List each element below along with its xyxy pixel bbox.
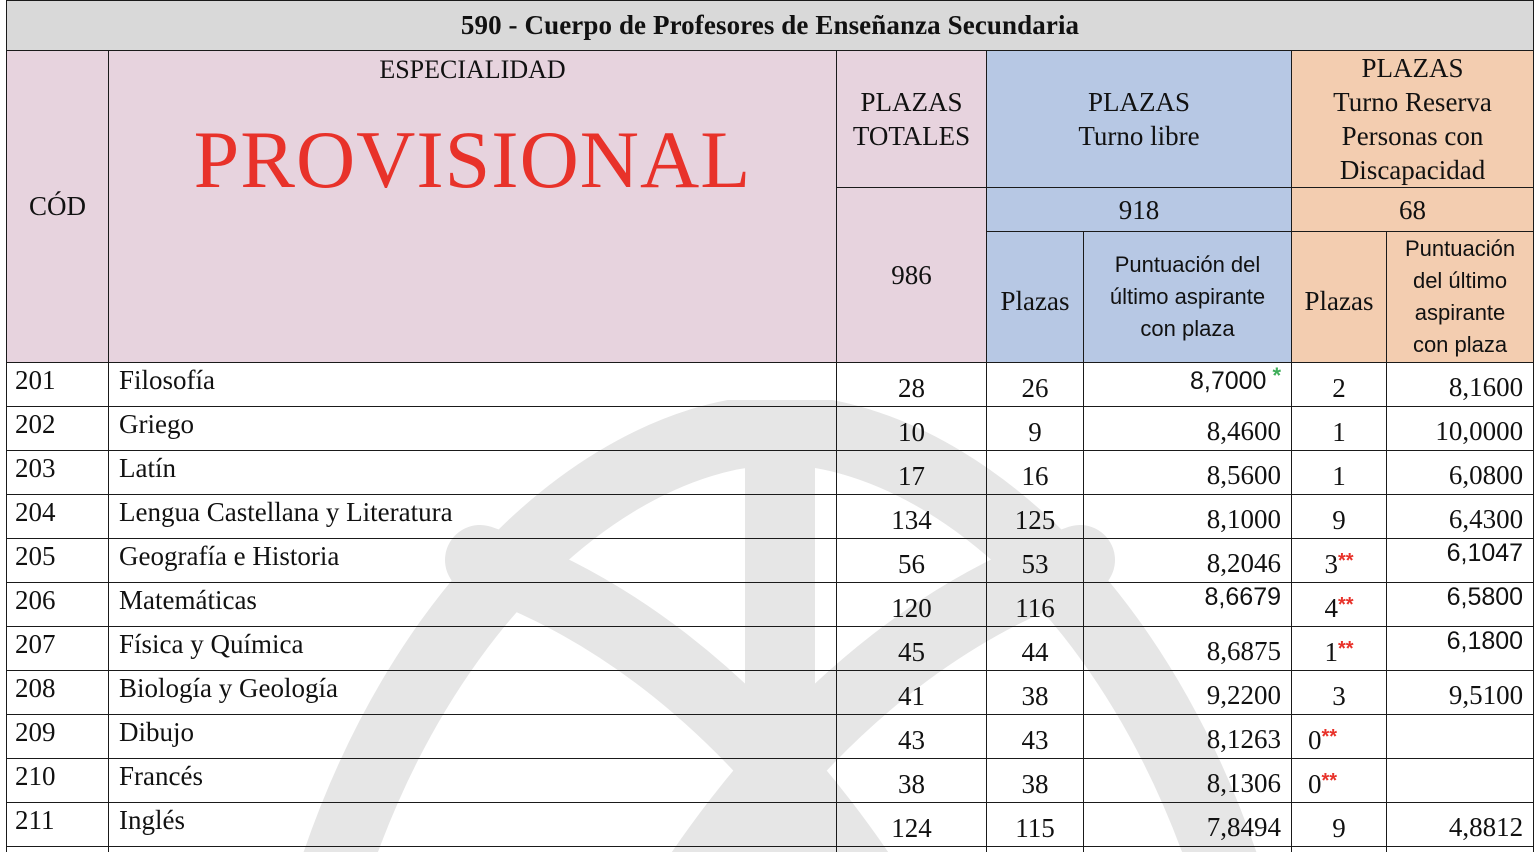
plazas-totales-line2: TOTALES [852,121,971,151]
table-row [7,627,1534,671]
cell-libre-plazas: 26 [987,363,1084,407]
reserva-plazas-value: 9 [1332,505,1346,535]
turno-libre-line1: PLAZAS [1087,87,1190,117]
cell-totales: 41 [837,671,987,715]
cell-reserva-puntuacion: 6,1047 [1387,539,1534,583]
cell-reserva-plazas [1292,583,1387,627]
cell-empty [1084,847,1292,852]
cell-libre-puntuacion: 8,5600 [1084,451,1292,495]
cell-libre-puntuacion: 8,6875 [1084,627,1292,671]
cell-especialidad: Física y Química [109,627,837,671]
cell-libre-plazas: 43 [987,715,1084,759]
cell-especialidad: Lengua Castellana y Literatura [109,495,837,539]
cell-cod: 205 [7,539,109,583]
table-row [7,363,1534,407]
turno-libre-total: 918 [987,188,1292,232]
cell-especialidad: Biología y Geología [109,671,837,715]
cell-libre-plazas: 125 [987,495,1084,539]
cell-libre-plazas: 38 [987,759,1084,803]
cell-libre-plazas: 9 [987,407,1084,451]
red-asterisk-note: ** [1337,550,1354,572]
cell-totales: 56 [837,539,987,583]
cell-libre-puntuacion: 8,1000 [1084,495,1292,539]
header-turno-reserva [1292,51,1534,188]
red-asterisk-note: ** [1321,770,1338,792]
cell-empty [1387,847,1534,852]
table-row [7,495,1534,539]
plazas-totales-line1: PLAZAS [860,87,963,117]
cell-libre-plazas: 115 [987,803,1084,847]
reserva-plazas-value: 2 [1332,373,1346,403]
red-asterisk-note: ** [1321,726,1338,748]
turno-libre-plazas-header: Plazas [987,232,1084,363]
cell-especialidad: Inglés [109,803,837,847]
reserva-line4: Discapacidad [1339,155,1486,185]
cell-reserva-puntuacion: 6,5800 [1387,583,1534,627]
cell-especialidad: Francés [109,759,837,803]
cell-empty [987,847,1084,852]
cell-libre-puntuacion: 8,2046 [1084,539,1292,583]
header-plazas-totales [837,51,987,188]
table-row [7,759,1534,803]
cell-libre-puntuacion: 8,1306 [1084,759,1292,803]
cell-reserva-plazas [1292,759,1387,803]
cell-reserva-puntuacion: 6,4300 [1387,495,1534,539]
table-row [7,407,1534,451]
reserva-plazas-value: 4 [1324,593,1338,623]
r-punt-line4: con plaza [1412,332,1508,357]
cell-empty [837,847,987,852]
reserva-plazas-value: 1 [1324,637,1338,667]
cell-libre-puntuacion: 8,4600 [1084,407,1292,451]
cell-libre-plazas: 44 [987,627,1084,671]
table-row [7,539,1534,583]
cell-totales: 124 [837,803,987,847]
tl-punt-line1: Puntuación del [1114,252,1261,277]
cell-reserva-plazas [1292,539,1387,583]
header-especialidad [109,51,837,363]
green-asterisk-note: * [1272,363,1281,388]
cell-reserva-plazas [1292,451,1387,495]
cell-especialidad: Filosofía [109,363,837,407]
table-row [7,803,1534,847]
cell-libre-plazas: 116 [987,583,1084,627]
reserva-plazas-header: Plazas [1292,232,1387,363]
cell-totales: 120 [837,583,987,627]
cell-libre-puntuacion: 7,8494 [1084,803,1292,847]
cell-reserva-puntuacion: 4,8812 [1387,803,1534,847]
cell-reserva-plazas [1292,627,1387,671]
cell-especialidad: Griego [109,407,837,451]
cell-libre-puntuacion: 8,1263 [1084,715,1292,759]
reserva-plazas-value: 1 [1332,461,1346,491]
plazas-table [6,0,1534,852]
cell-reserva-puntuacion [1387,715,1534,759]
cell-libre-puntuacion: 9,2200 [1084,671,1292,715]
cell-totales: 45 [837,627,987,671]
cell-empty [1292,847,1387,852]
header-turno-libre [987,51,1292,188]
table-title: 590 - Cuerpo de Profesores de Enseñanza Secundaria [7,1,1534,51]
turno-libre-puntuacion-header [1084,232,1292,363]
cell-cod: 208 [7,671,109,715]
cell-cod: 203 [7,451,109,495]
cell-totales: 17 [837,451,987,495]
reserva-plazas-value: 9 [1332,813,1346,843]
red-asterisk-note: ** [1337,638,1354,660]
turno-libre-line2: Turno libre [1078,121,1200,151]
cell-libre-puntuacion [1084,363,1292,407]
r-punt-line2: del último [1412,268,1508,293]
cell-libre-plazas: 38 [987,671,1084,715]
cell-totales: 10 [837,407,987,451]
cell-totales: 28 [837,363,987,407]
cell-empty [109,847,837,852]
cell-reserva-plazas [1292,495,1387,539]
cell-totales: 134 [837,495,987,539]
header-cod: CÓD [7,51,109,363]
cell-libre-plazas: 53 [987,539,1084,583]
cell-totales: 38 [837,759,987,803]
cell-reserva-puntuacion: 10,0000 [1387,407,1534,451]
cell-reserva-plazas [1292,671,1387,715]
cell-reserva-puntuacion: 9,5100 [1387,671,1534,715]
r-punt-line1: Puntuación [1404,236,1516,261]
cell-cod: 211 [7,803,109,847]
table-row [7,715,1534,759]
cell-reserva-puntuacion: 6,1800 [1387,627,1534,671]
provisional-stamp: PROVISIONAL [193,114,752,205]
cell-cod: 207 [7,627,109,671]
cell-cod: 204 [7,495,109,539]
libre-puntuacion-value: 8,7000 [1189,367,1267,395]
cell-libre-puntuacion: 8,6679 [1084,583,1292,627]
cell-cod: 209 [7,715,109,759]
cell-cod: 202 [7,407,109,451]
red-asterisk-note: ** [1337,594,1354,616]
plazas-totales-value: 986 [837,188,987,363]
table-row [7,671,1534,715]
reserva-plazas-value: 1 [1332,417,1346,447]
cell-cod: 210 [7,759,109,803]
especialidad-label: ESPECIALIDAD [379,55,566,84]
tl-punt-line2: último aspirante [1109,284,1266,309]
reserva-plazas-value: 3 [1332,681,1346,711]
r-punt-line3: aspirante [1414,300,1506,325]
cell-reserva-plazas [1292,407,1387,451]
reserva-line2: Turno Reserva [1333,87,1492,117]
reserva-plazas-value: 3 [1324,549,1338,579]
tl-punt-line3: con plaza [1140,316,1235,341]
cell-empty [7,847,109,852]
cell-reserva-puntuacion: 8,1600 [1387,363,1534,407]
reserva-line1: PLAZAS [1361,53,1464,83]
cell-cod: 206 [7,583,109,627]
table-row-cut-off [7,847,1534,852]
cell-reserva-plazas [1292,363,1387,407]
cell-especialidad: Geografía e Historia [109,539,837,583]
cell-especialidad: Matemáticas [109,583,837,627]
cell-reserva-plazas [1292,803,1387,847]
reserva-line3: Personas con [1341,121,1484,151]
table-row [7,583,1534,627]
cell-especialidad: Dibujo [109,715,837,759]
cell-cod: 201 [7,363,109,407]
cell-libre-plazas: 16 [987,451,1084,495]
turno-reserva-total: 68 [1292,188,1534,232]
cell-reserva-puntuacion [1387,759,1534,803]
table-row [7,451,1534,495]
reserva-plazas-value: 0 [1308,769,1322,799]
cell-reserva-plazas [1292,715,1387,759]
reserva-puntuacion-header [1387,232,1534,363]
reserva-plazas-value: 0 [1308,725,1322,755]
cell-especialidad: Latín [109,451,837,495]
cell-reserva-puntuacion: 6,0800 [1387,451,1534,495]
cell-totales: 43 [837,715,987,759]
